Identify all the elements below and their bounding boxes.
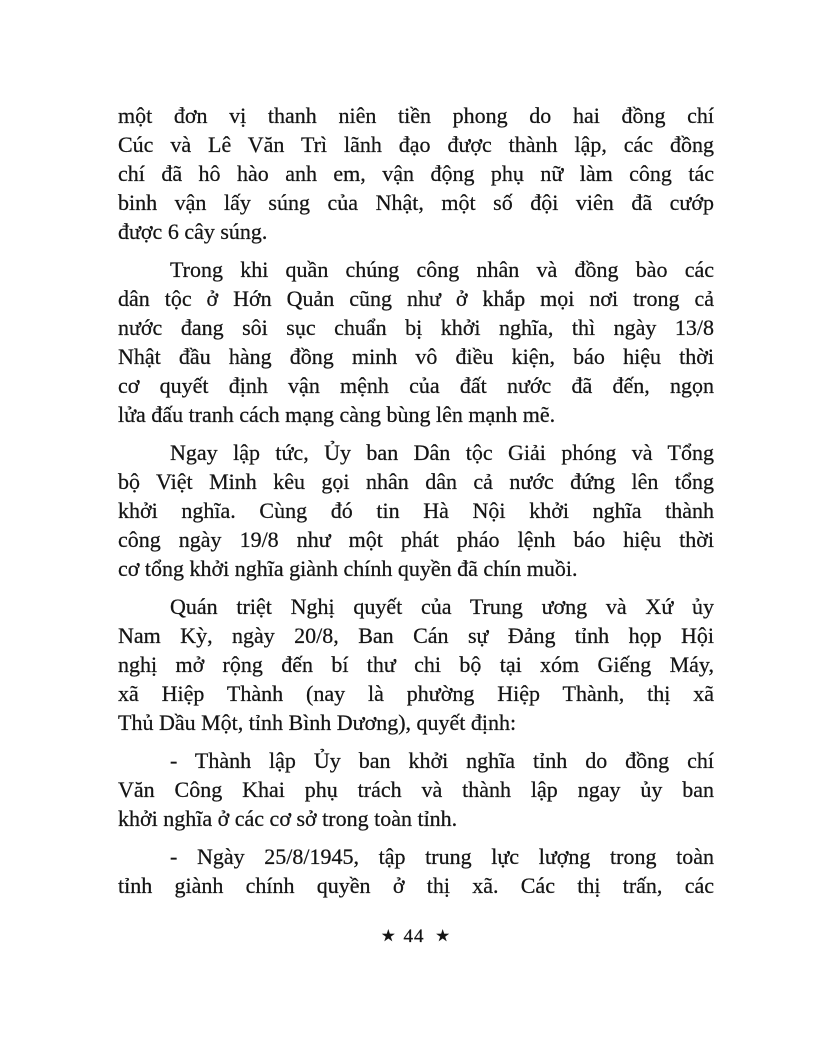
text-line: binh vận lấy súng của Nhật, một số đội viên đã cướp xyxy=(118,190,714,215)
text-line: cơ quyết định vận mệnh của đất nước đã đến, ngọn xyxy=(118,373,714,398)
star-icon: ★ xyxy=(435,928,451,945)
text-line: công ngày 19/8 như một phát pháo lệnh báo hiệu thời xyxy=(118,527,714,552)
paragraph xyxy=(118,438,714,583)
paragraph xyxy=(118,255,714,429)
text-line: Nam Kỳ, ngày 20/8, Ban Cán sự Đảng tỉnh họp Hội xyxy=(118,623,714,648)
text-line: Văn Công Khai phụ trách và thành lập ngay ủy ban xyxy=(118,777,714,802)
text-line: Trong khi quần chúng công nhân và đồng bào các xyxy=(170,257,714,282)
text-line: nước đang sôi sục chuẩn bị khởi nghĩa, thì ngày 13/8 xyxy=(118,315,714,340)
text-line: Cúc và Lê Văn Trì lãnh đạo được thành lập, các đồng xyxy=(118,132,714,157)
text-line: dân tộc ở Hớn Quản cũng như ở khắp mọi nơi trong cả xyxy=(118,286,714,311)
text-line: chí đã hô hào anh em, vận động phụ nữ làm công tác xyxy=(118,161,714,186)
text-line: - Ngày 25/8/1945, tập trung lực lượng trong toàn xyxy=(170,844,714,869)
text-line: một đơn vị thanh niên tiền phong do hai đồng chí xyxy=(118,103,714,128)
text-line: khởi nghĩa ở các cơ sở trong toàn tỉnh. xyxy=(118,806,458,831)
text-line: Nhật đầu hàng đồng minh vô điều kiện, báo hiệu thời xyxy=(118,344,714,369)
paragraph xyxy=(118,592,714,737)
text-line: bộ Việt Minh kêu gọi nhân dân cả nước đứng lên tổng xyxy=(118,469,714,494)
text-line: khởi nghĩa. Cùng đó tin Hà Nội khởi nghĩa thành xyxy=(118,498,714,523)
text-line: được 6 cây súng. xyxy=(118,219,268,244)
paragraph xyxy=(118,842,714,900)
text-line: lửa đấu tranh cách mạng càng bùng lên mạnh mẽ. xyxy=(118,402,556,427)
page-footer xyxy=(118,925,714,949)
text-line: - Thành lập Ủy ban khởi nghĩa tỉnh do đồng chí xyxy=(170,748,714,773)
text-line: cơ tổng khởi nghĩa giành chính quyền đã chín muồi. xyxy=(118,556,578,581)
star-icon: ★ xyxy=(381,928,397,945)
text-line: Ngay lập tức, Ủy ban Dân tộc Giải phóng và Tổng xyxy=(170,440,714,465)
page-text-block xyxy=(118,101,714,949)
text-line: tỉnh giành chính quyền ở thị xã. Các thị trấn, các xyxy=(118,873,714,898)
text-line: nghị mở rộng đến bí thư chi bộ tại xóm Giếng Máy, xyxy=(118,652,714,677)
paragraph xyxy=(118,746,714,833)
text-line: Quán triệt Nghị quyết của Trung ương và Xứ ủy xyxy=(170,594,714,619)
text-line: xã Hiệp Thành (nay là phường Hiệp Thành, thị xã xyxy=(118,681,714,706)
page-number: 44 xyxy=(403,926,425,947)
text-line: Thủ Dầu Một, tỉnh Bình Dương), quyết định: xyxy=(118,710,517,735)
paragraph xyxy=(118,101,714,246)
